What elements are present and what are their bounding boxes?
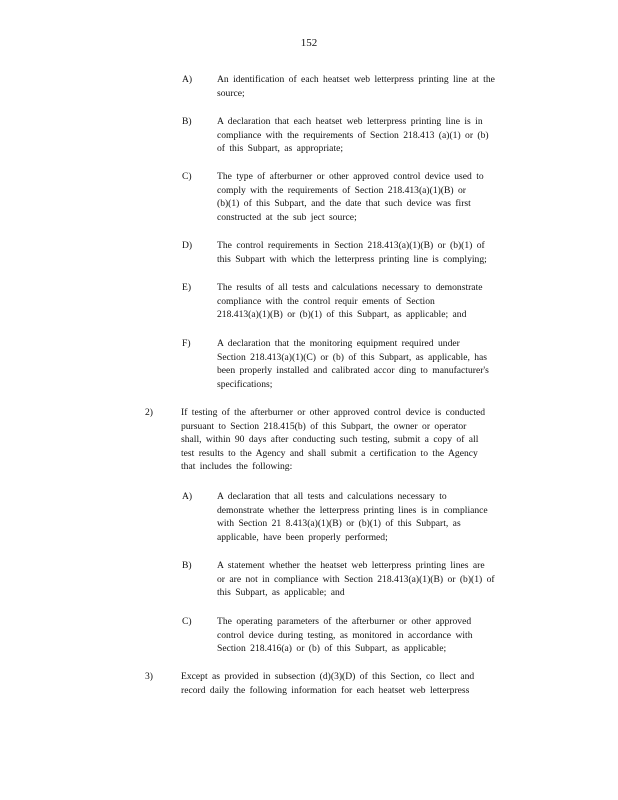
item-text: [217, 337, 489, 391]
text-line: of this Subpart, as appropriate;: [217, 143, 344, 155]
item-label: 2): [145, 407, 153, 418]
item-label: B): [182, 560, 192, 571]
text-line: or are not in compliance with Section 218.413(a)(1)(B) or (b)(1) of: [217, 573, 495, 585]
text-line: constructed at the sub ject source;: [217, 211, 357, 223]
item-text: [217, 115, 489, 156]
text-line: (b)(1) of this Subpart, and the date that such device was first: [217, 198, 471, 210]
item-label: C): [182, 616, 192, 627]
text-line: demonstrate whether the letterpress printing lines is in compliance: [217, 504, 488, 516]
item-text: [217, 281, 483, 322]
item-label: D): [182, 240, 193, 251]
item-text: [217, 239, 487, 266]
text-line: Except as provided in subsection (d)(3)(D) of this Section, co llect and: [181, 671, 475, 682]
text-line: A declaration that all tests and calculations necessary to: [217, 491, 447, 502]
text-line: record daily the following information for each heatset web letterpress: [181, 684, 470, 696]
text-line: this Subpart, as applicable; and: [217, 587, 345, 599]
text-line: Section 218.416(a) or (b) of this Subpart, as applicable;: [217, 643, 447, 655]
text-line: source;: [217, 87, 245, 99]
text-line: A statement whether the heatset web letterpress printing lines are: [217, 560, 485, 571]
text-line: A declaration that the monitoring equipment required under: [217, 338, 460, 349]
text-line: test results to the Agency and shall submit a certification to the Agency: [181, 447, 478, 459]
text-line: pursuant to Section 218.415(b) of this Subpart, the owner or operator: [181, 420, 467, 432]
text-line: The control requirements in Section 218.413(a)(1)(B) or (b)(1) of: [217, 240, 485, 251]
text-line: 218.413(a)(1)(B) or (b)(1) of this Subpart, as applicable; and: [217, 309, 467, 321]
text-line: applicable, have been properly performed;: [217, 531, 388, 543]
text-line: comply with the requirements of Section 218.413(a)(1)(B) or: [217, 184, 466, 196]
text-line: specifications;: [217, 378, 273, 390]
item-label: A): [182, 74, 193, 85]
item-label: B): [182, 116, 192, 127]
item-text: [217, 170, 484, 224]
text-line: control device during testing, as monitored in accordance with: [217, 629, 473, 641]
text-line: A declaration that each heatset web letterpress printing line is in: [217, 116, 483, 127]
text-line: The operating parameters of the afterburner or other approved: [217, 616, 472, 627]
text-line: compliance with the control requir ements of Section: [217, 295, 435, 307]
item-label: A): [182, 491, 193, 502]
text-line: with Section 21 8.413(a)(1)(B) or (b)(1) of this Subpart, as: [217, 518, 461, 530]
item-text: [181, 406, 485, 474]
item-label: E): [182, 282, 192, 293]
item-text: [181, 670, 474, 697]
item-label: F): [182, 338, 191, 349]
text-line: The type of afterburner or other approved control device used to: [217, 171, 484, 182]
page-number: 152: [300, 37, 318, 49]
text-line: that includes the following:: [181, 461, 293, 473]
text-line: The results of all tests and calculations necessary to demonstrate: [217, 282, 483, 293]
text-line: An identification of each heatset web letterpress printing line at the: [217, 74, 495, 85]
text-line: shall, within 90 days after conducting such testing, submit a copy of all: [181, 434, 479, 446]
text-line: been properly installed and calibrated accor ding to manufacturer's: [217, 365, 489, 377]
item-text: [217, 615, 473, 656]
item-text: [217, 559, 495, 600]
item-text: [217, 490, 488, 544]
text-line: this Subpart with which the letterpress printing line is complying;: [217, 253, 487, 265]
text-line: If testing of the afterburner or other approved control device is conducted: [181, 407, 486, 418]
item-text: [217, 73, 495, 100]
item-label: C): [182, 171, 192, 182]
text-line: compliance with the requirements of Section 218.413 (a)(1) or (b): [217, 129, 489, 141]
item-label: 3): [145, 671, 153, 682]
text-line: Section 218.413(a)(1)(C) or (b) of this Subpart, as applicable, has: [217, 351, 488, 363]
